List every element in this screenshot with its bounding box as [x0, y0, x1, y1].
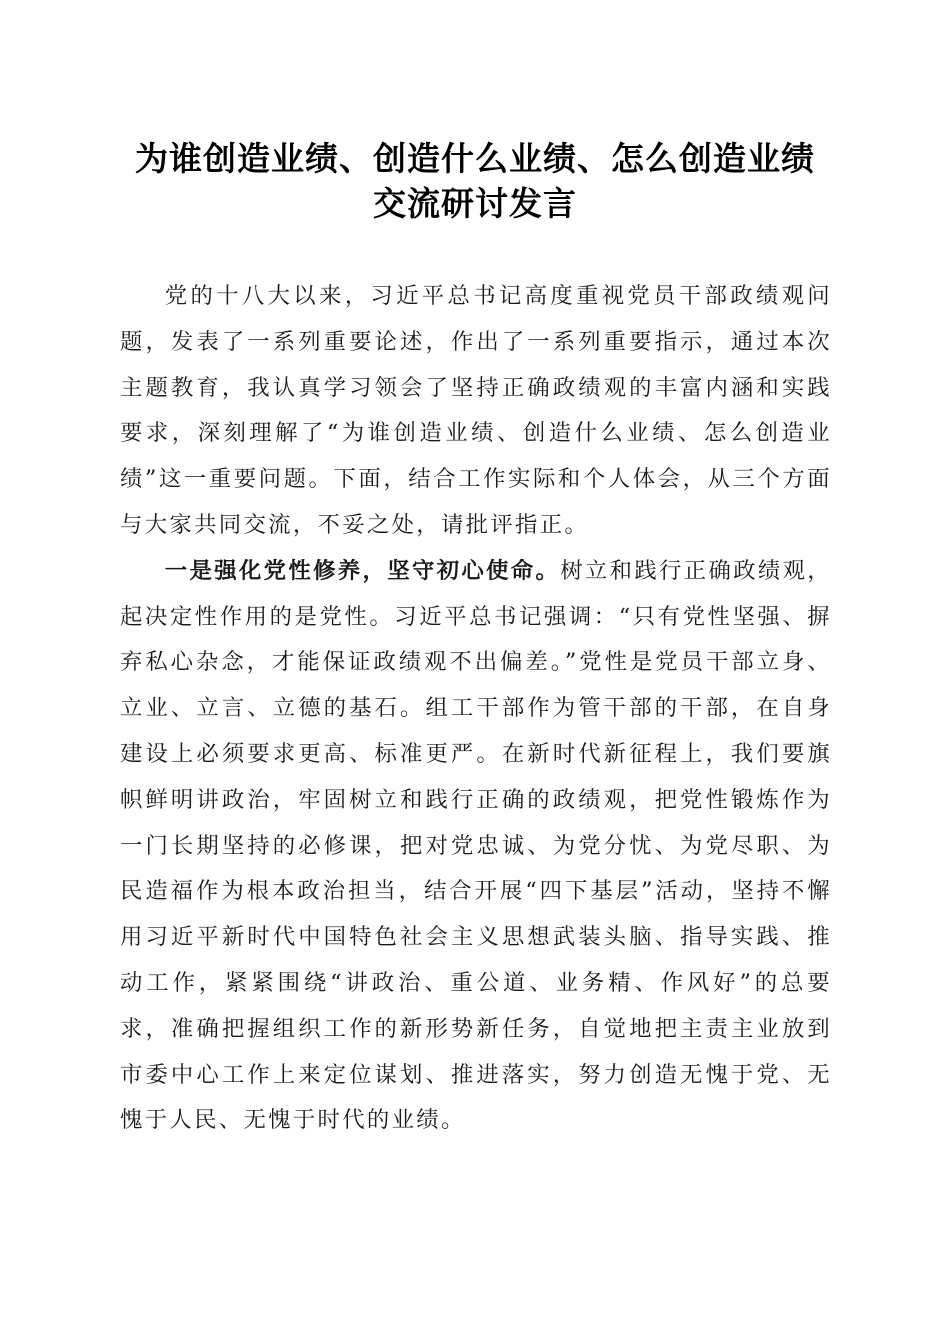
section-one-text: 树立和践行正确政绩观，起决定性作用的是党性。习近平总书记强调：“只有党性坚强、摒弃私心杂念，才能保证政绩观不出偏差。”党性是党员干部立身、立业、立言、立德的基石。组工干部作为管干部的干部，在自身建设上必须要求更高、标准更严。在新时代新征程上，我们要旗帜鲜明讲政治，牢固树立和践行正确的政绩观，把党性锻炼作为一门长期坚持的必修课，把对党忠诚、为党分忧、为党尽职、为民造福作为根本政治担当，结合开展“四下基层”活动，坚持不懈用习近平新时代中国特色社会主义思想武装头脑、指导实践、推动工作，紧紧围绕“讲政治、重公道、业务精、作风好”的总要求，准确把握组织工作的新形势新任务，自觉地把主责主业放到市委中心工作上来定位谋划、推进落实，努力创造无愧于党、无愧于人民、无愧于时代的业绩。 — [120, 557, 832, 1134]
title-line-2: 交流研讨发言 — [373, 184, 577, 223]
intro-paragraph — [120, 274, 832, 549]
section-one-paragraph — [120, 549, 832, 1144]
title-line-1: 为谁创造业绩、创造什么业绩、怎么创造业绩 — [135, 139, 815, 178]
section-one-heading: 一是强化党性修养，坚守初心使命。 — [164, 557, 561, 584]
document-title — [0, 136, 950, 226]
document-body — [120, 274, 832, 1144]
intro-paragraph-text: 党的十八大以来，习近平总书记高度重视党员干部政绩观问题，发表了一系列重要论述，作出了一系列重要指示，通过本次主题教育，我认真学习领会了坚持正确政绩观的丰富内涵和实践要求，深刻理解了“为谁创造业绩、创造什么业绩、怎么创造业绩”这一重要问题。下面，结合工作实际和个人体会，从三个方面与大家共同交流，不妥之处，请批评指正。 — [120, 283, 832, 538]
